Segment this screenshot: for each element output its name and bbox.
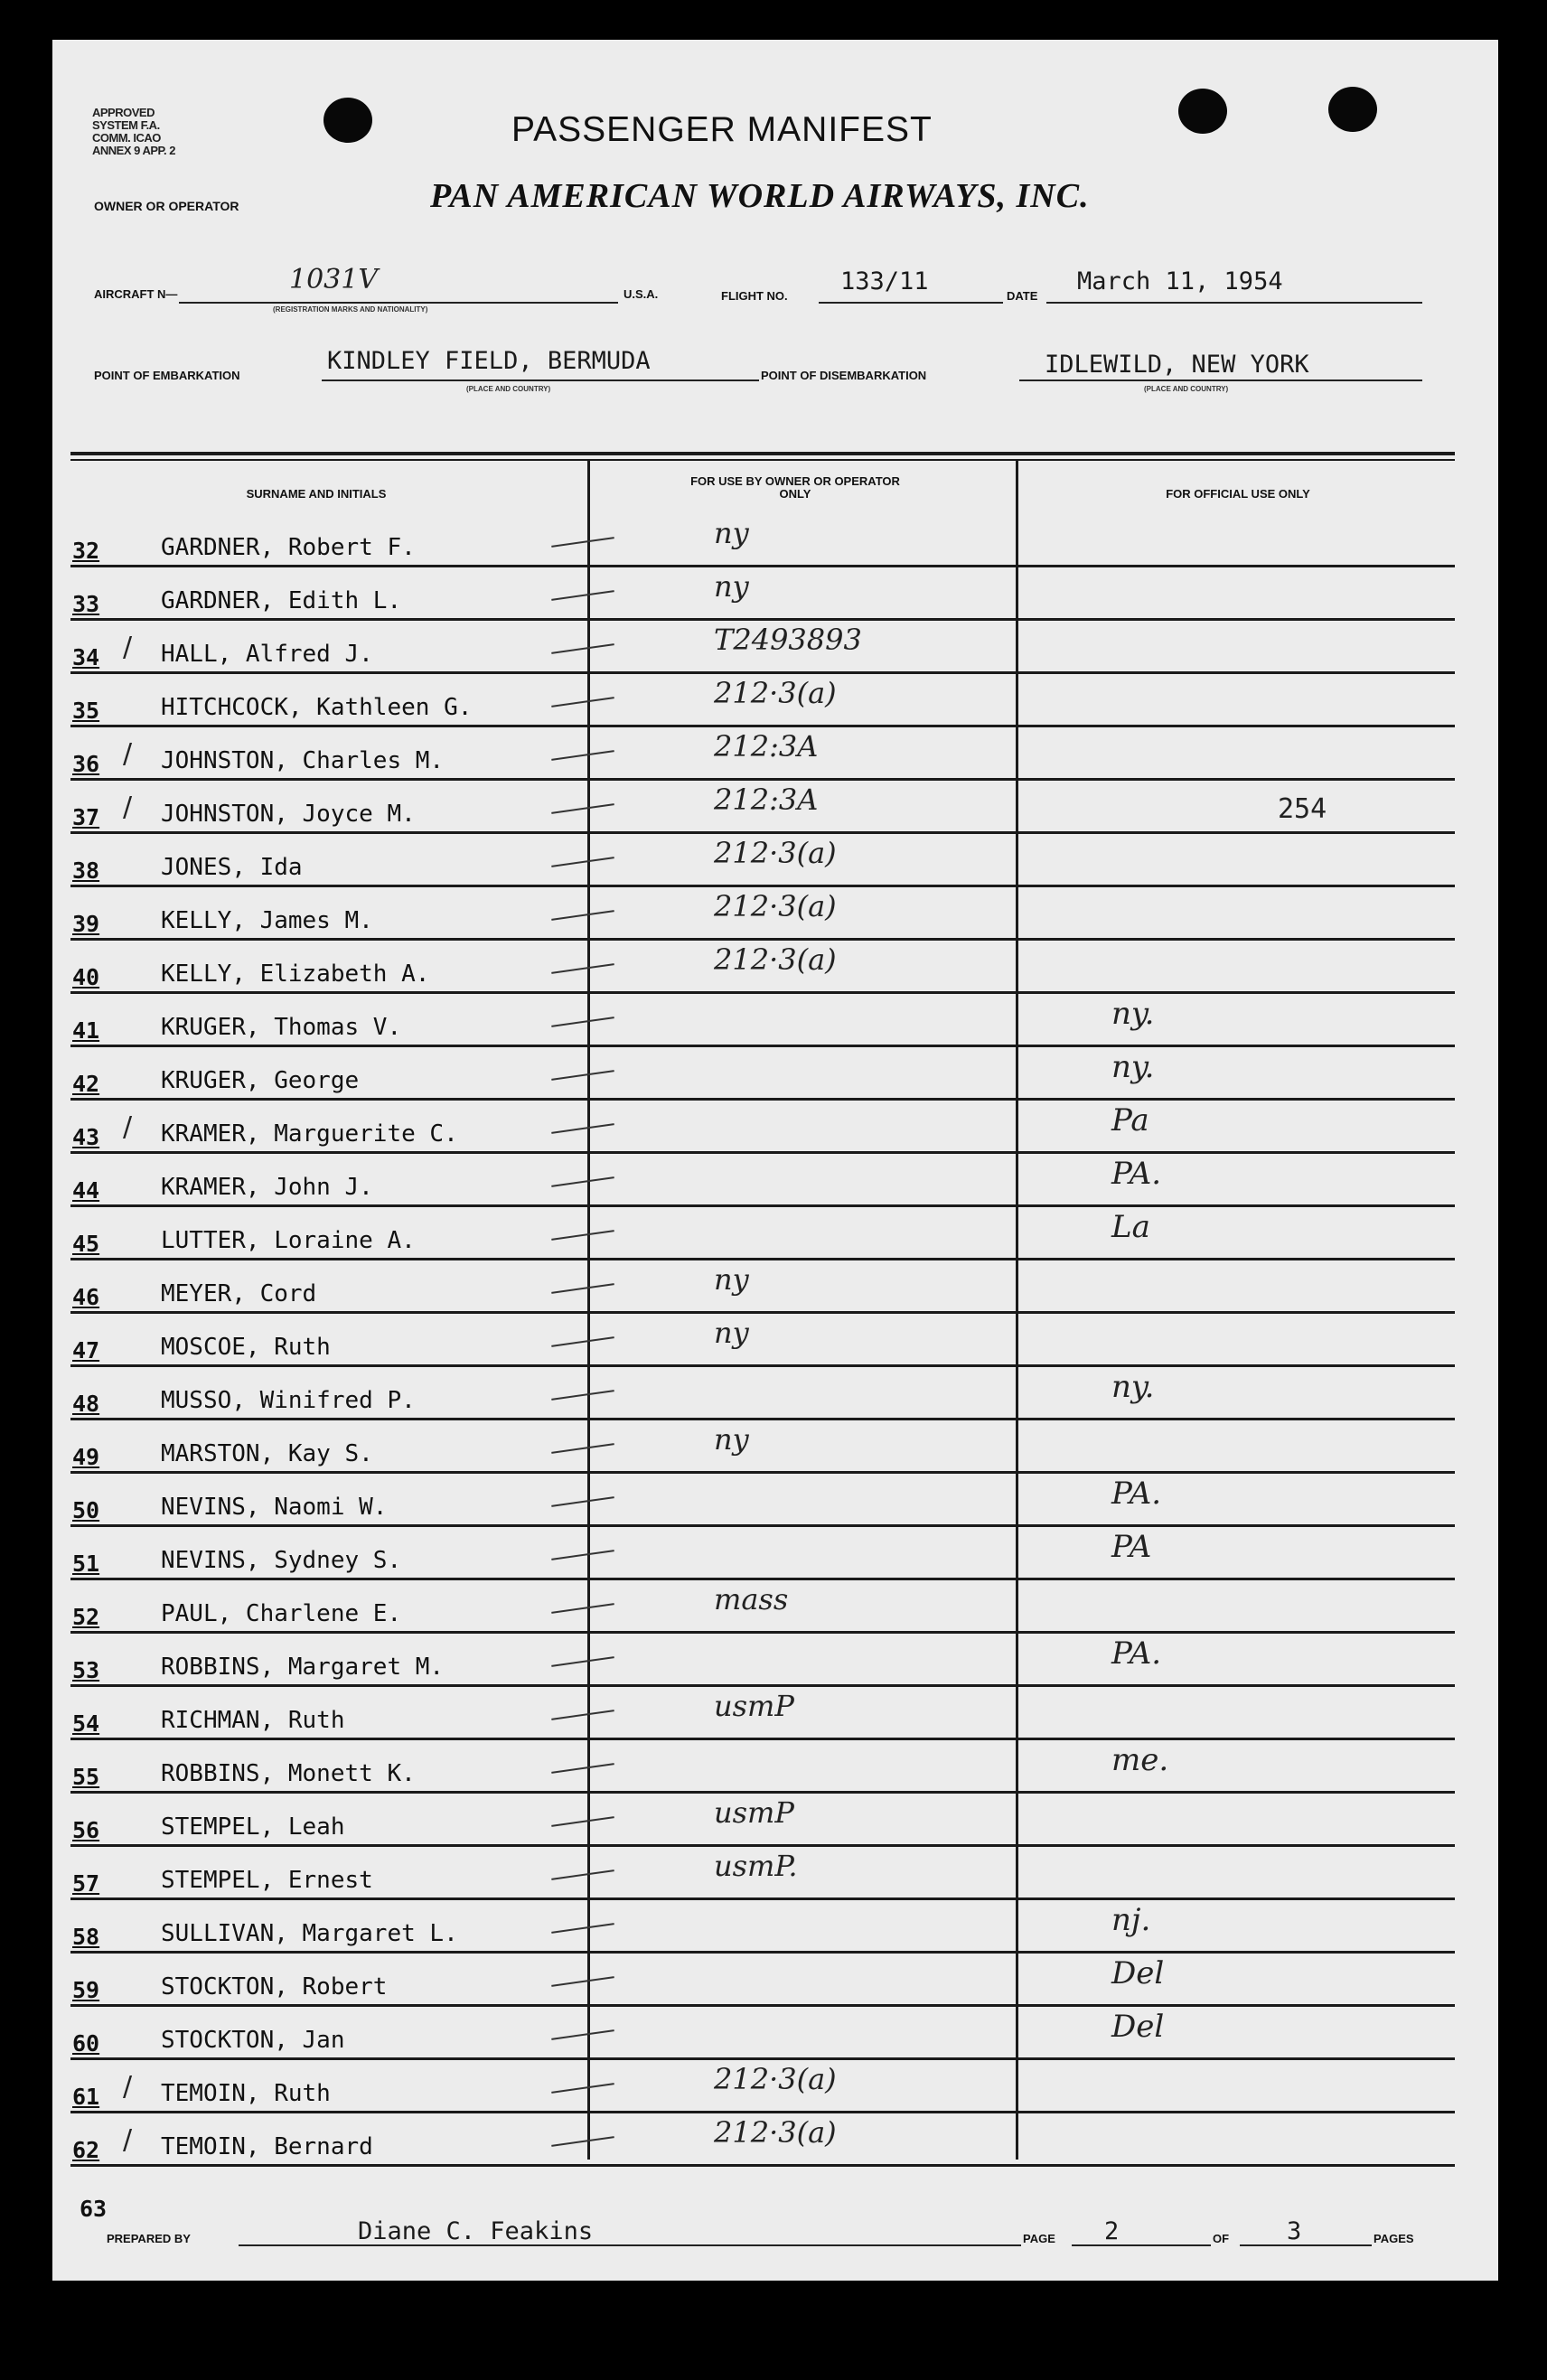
owner-notation: 212·3(a)	[714, 942, 837, 977]
approval-stamp: APPROVED SYSTEM F.A. COMM. ICAO ANNEX 9 APP. 2	[92, 106, 175, 157]
passenger-name: KELLY, Elizabeth A.	[161, 960, 430, 988]
row-rule	[70, 778, 1455, 781]
row-rule	[70, 2111, 1455, 2113]
row-number: 57	[72, 1870, 100, 1897]
passenger-name: STEMPEL, Ernest	[161, 1867, 373, 1894]
passenger-name: PAUL, Charlene E.	[161, 1600, 402, 1627]
row-number: 38	[72, 857, 100, 884]
row-number: 45	[72, 1231, 100, 1257]
row-rule	[70, 1418, 1455, 1420]
usa-label: U.S.A.	[623, 287, 659, 301]
row-number: 51	[72, 1551, 100, 1577]
row-number: 54	[72, 1710, 100, 1737]
check-mark: /	[123, 2124, 133, 2156]
column-divider	[1016, 461, 1018, 2160]
row-rule	[70, 1897, 1455, 1900]
passenger-name: RICHMAN, Ruth	[161, 1707, 345, 1734]
row-rule	[70, 2057, 1455, 2060]
row-rule	[70, 1684, 1455, 1687]
row-rule	[70, 1471, 1455, 1474]
passenger-name: SULLIVAN, Margaret L.	[161, 1920, 458, 1947]
row-rule	[70, 1045, 1455, 1047]
row-rule	[70, 1151, 1455, 1154]
passenger-name: KELLY, James M.	[161, 907, 373, 934]
punch-hole	[1178, 89, 1227, 134]
passenger-name: STOCKTON, Jan	[161, 2027, 345, 2054]
passenger-name: STOCKTON, Robert	[161, 1973, 388, 2001]
official-notation: ny.	[1111, 1049, 1155, 1085]
punch-hole	[1328, 87, 1377, 132]
airline-name: PAN AMERICAN WORLD AIRWAYS, INC.	[430, 177, 1090, 215]
prepared-by-value: Diane C. Feakins	[358, 2217, 594, 2245]
owner-notation: 212·3(a)	[714, 2062, 837, 2096]
passenger-name: NEVINS, Sydney S.	[161, 1547, 402, 1574]
row-number: 47	[72, 1337, 100, 1363]
page-line	[1072, 2244, 1211, 2246]
row-rule	[70, 1951, 1455, 1954]
owner-notation: ny	[714, 569, 749, 604]
owner-notation: ny	[714, 1262, 749, 1297]
passenger-name: MEYER, Cord	[161, 1280, 317, 1307]
col-header-owner: FOR USE BY OWNER OR OPERATOR ONLY	[690, 474, 900, 501]
row-rule	[70, 2164, 1455, 2167]
aircraft-value: 1031V	[289, 264, 379, 295]
embarkation-sublabel: (PLACE AND COUNTRY)	[466, 385, 551, 393]
passenger-name: MUSSO, Winifred P.	[161, 1387, 416, 1414]
check-mark: /	[123, 738, 133, 770]
row-rule	[70, 885, 1455, 887]
passenger-name: GARDNER, Robert F.	[161, 534, 416, 561]
owner-notation: usmP.	[714, 1849, 798, 1883]
passenger-name: KRUGER, George	[161, 1067, 360, 1094]
row-rule	[70, 1844, 1455, 1847]
owner-notation: ny	[714, 1316, 749, 1350]
check-mark: /	[123, 632, 133, 663]
passenger-name: ROBBINS, Margaret M.	[161, 1654, 445, 1681]
passenger-name: NEVINS, Naomi W.	[161, 1494, 388, 1521]
row-number: 55	[72, 1764, 100, 1790]
row-rule	[70, 1738, 1455, 1740]
page-title: PASSENGER MANIFEST	[511, 110, 933, 149]
aircraft-label: AIRCRAFT N—	[94, 287, 178, 301]
row-rule	[70, 2004, 1455, 2007]
row-number: 48	[72, 1391, 100, 1417]
col-header-name: SURNAME AND INITIALS	[246, 487, 387, 501]
col-header-official: FOR OFFICIAL USE ONLY	[1166, 487, 1310, 501]
row-number: 61	[72, 2084, 100, 2110]
owner-notation: 212·3(a)	[714, 889, 837, 923]
passenger-name: MARSTON, Kay S.	[161, 1440, 373, 1467]
row-number: 52	[72, 1604, 100, 1630]
date-value: March 11, 1954	[1077, 267, 1283, 295]
check-mark: /	[123, 792, 133, 823]
passenger-name: STEMPEL, Leah	[161, 1813, 345, 1841]
official-notation: nj.	[1111, 1902, 1151, 1938]
row-rule	[70, 1204, 1455, 1207]
official-notation: Del	[1111, 2009, 1165, 2045]
row-number: 49	[72, 1444, 100, 1470]
column-divider	[587, 461, 590, 2160]
row-rule	[70, 565, 1455, 567]
row-rule	[70, 1258, 1455, 1260]
page-label: PAGE	[1023, 2232, 1055, 2245]
row-rule	[70, 1791, 1455, 1794]
official-notation: La	[1111, 1209, 1150, 1245]
row-rule	[70, 1578, 1455, 1580]
row-number: 32	[72, 538, 100, 564]
passenger-name: GARDNER, Edith L.	[161, 587, 402, 614]
owner-notation: 212·3(a)	[714, 2115, 837, 2150]
check-mark: /	[123, 1111, 133, 1143]
passenger-name: MOSCOE, Ruth	[161, 1334, 331, 1361]
passenger-name: JOHNSTON, Charles M.	[161, 747, 445, 774]
disembarkation-label: POINT OF DISEMBARKATION	[761, 369, 927, 382]
row-number: 46	[72, 1284, 100, 1310]
passenger-name: JONES, Ida	[161, 854, 303, 881]
prepared-by-label: PREPARED BY	[107, 2232, 191, 2245]
owner-notation: mass	[714, 1582, 789, 1616]
row-number: 35	[72, 698, 100, 724]
official-notation: me.	[1111, 1742, 1169, 1778]
row-number: 42	[72, 1071, 100, 1097]
passenger-name: TEMOIN, Ruth	[161, 2080, 331, 2107]
passenger-name: ROBBINS, Monett K.	[161, 1760, 416, 1787]
row-number: 44	[72, 1177, 100, 1204]
total-pages: 3	[1287, 2217, 1302, 2245]
check-mark: /	[123, 2071, 133, 2103]
disembarkation-sublabel: (PLACE AND COUNTRY)	[1144, 385, 1229, 393]
row-rule	[70, 938, 1455, 941]
row-number: 41	[72, 1017, 100, 1044]
row-number: 50	[72, 1497, 100, 1523]
owner-notation: 212·3(a)	[714, 836, 837, 870]
flight-line	[819, 302, 1003, 304]
page-number: 2	[1104, 2217, 1120, 2245]
row-rule	[70, 1524, 1455, 1527]
row-number: 43	[72, 1124, 100, 1150]
passenger-name: HITCHCOCK, Kathleen G.	[161, 694, 473, 721]
owner-notation: T2493893	[714, 623, 862, 657]
passenger-name: TEMOIN, Bernard	[161, 2133, 373, 2160]
row-rule	[70, 831, 1455, 834]
pages-label: PAGES	[1374, 2232, 1414, 2245]
passenger-name: HALL, Alfred J.	[161, 641, 373, 668]
official-notation: Del	[1111, 1955, 1165, 1991]
row-rule	[70, 1311, 1455, 1314]
official-notation: PA	[1111, 1529, 1152, 1565]
owner-notation: ny	[714, 1422, 749, 1457]
next-row-number: 63	[80, 2196, 108, 2222]
passenger-name: KRAMER, John J.	[161, 1174, 373, 1201]
official-notation: PA.	[1111, 1476, 1162, 1512]
date-label: DATE	[1007, 289, 1038, 303]
punch-hole	[323, 98, 372, 143]
owner-notation: 212:3A	[714, 729, 819, 764]
embarkation-line	[322, 379, 759, 381]
disembarkation-value: IDLEWILD, NEW YORK	[1045, 351, 1309, 379]
aircraft-sublabel: (REGISTRATION MARKS AND NATIONALITY)	[273, 305, 428, 314]
prepared-by-line	[239, 2244, 1021, 2246]
of-label: OF	[1213, 2232, 1230, 2245]
passenger-name: LUTTER, Loraine A.	[161, 1227, 416, 1254]
row-rule	[70, 1098, 1455, 1101]
row-number: 60	[72, 2030, 100, 2057]
official-notation: Pa	[1111, 1102, 1149, 1138]
row-rule	[70, 1631, 1455, 1634]
owner-notation: 212·3(a)	[714, 676, 837, 710]
row-number: 59	[72, 1977, 100, 2003]
table-top-rule	[70, 459, 1455, 461]
flight-label: FLIGHT NO.	[721, 289, 788, 303]
official-notation: PA.	[1111, 1156, 1162, 1192]
row-number: 56	[72, 1817, 100, 1843]
row-number: 53	[72, 1657, 100, 1683]
row-number: 34	[72, 644, 100, 670]
owner-label: OWNER OR OPERATOR	[94, 199, 239, 213]
row-rule	[70, 618, 1455, 621]
row-number: 33	[72, 591, 100, 617]
row-rule	[70, 725, 1455, 727]
disembarkation-line	[1019, 379, 1422, 381]
owner-notation: ny	[714, 516, 749, 550]
official-notation: ny.	[1111, 996, 1155, 1032]
embarkation-label: POINT OF EMBARKATION	[94, 369, 240, 382]
row-number: 39	[72, 911, 100, 937]
date-line	[1046, 302, 1422, 304]
flight-number: 133/11	[840, 267, 929, 295]
embarkation-value: KINDLEY FIELD, BERMUDA	[327, 347, 651, 375]
row-number: 62	[72, 2137, 100, 2163]
row-rule	[70, 671, 1455, 674]
of-line	[1240, 2244, 1372, 2246]
owner-notation: 212:3A	[714, 782, 819, 817]
row-number: 37	[72, 804, 100, 830]
owner-notation: usmP	[714, 1795, 794, 1830]
official-notation: ny.	[1111, 1369, 1155, 1405]
official-notation: 254	[1278, 793, 1327, 825]
row-rule	[70, 1364, 1455, 1367]
official-notation: PA.	[1111, 1635, 1162, 1672]
passenger-name: KRAMER, Marguerite C.	[161, 1120, 458, 1148]
row-number: 36	[72, 751, 100, 777]
aircraft-line	[179, 302, 618, 304]
row-rule	[70, 991, 1455, 994]
passenger-name: JOHNSTON, Joyce M.	[161, 801, 416, 828]
table-top-rule	[70, 452, 1455, 455]
passenger-name: KRUGER, Thomas V.	[161, 1014, 402, 1041]
owner-notation: usmP	[714, 1689, 794, 1723]
row-number: 40	[72, 964, 100, 990]
row-number: 58	[72, 1924, 100, 1950]
